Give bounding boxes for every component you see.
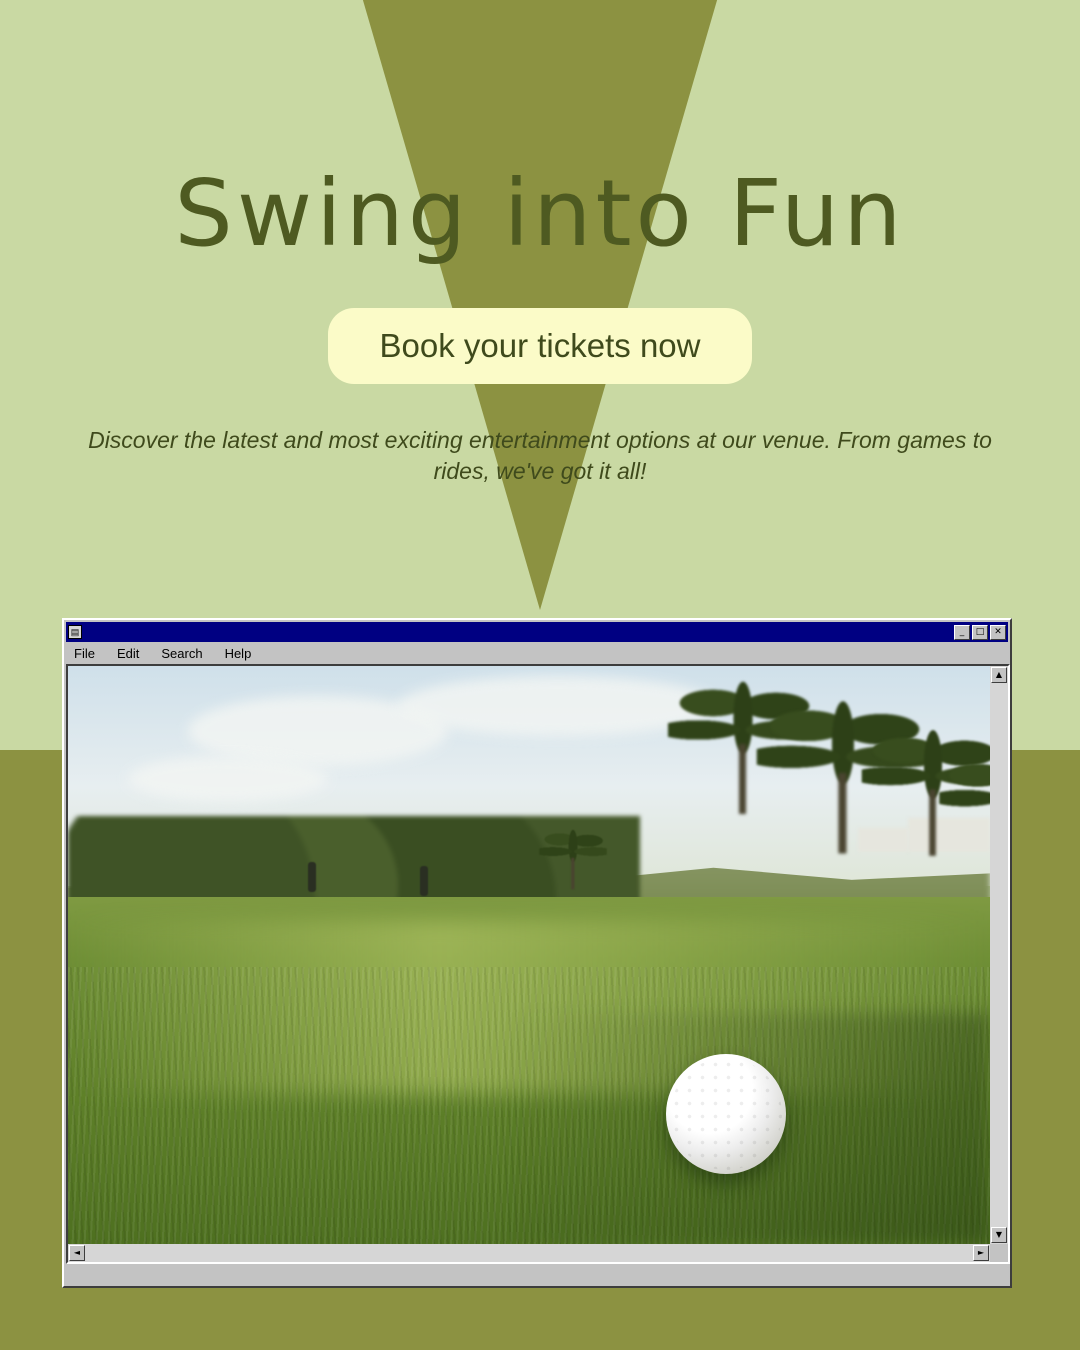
window-client-area xyxy=(66,664,1010,1264)
cta-container xyxy=(0,308,1080,384)
window-menubar xyxy=(66,642,1008,664)
menu-file[interactable]: File xyxy=(74,645,95,661)
scroll-right-button[interactable]: ► xyxy=(973,1245,989,1261)
menu-edit[interactable]: Edit xyxy=(116,645,140,661)
minimize-button[interactable]: _ xyxy=(954,625,970,640)
cloud-shape xyxy=(128,756,328,802)
horizontal-scrollbar[interactable] xyxy=(68,1244,990,1262)
golfer-figure xyxy=(308,862,316,892)
window-controls xyxy=(954,625,1006,640)
photo-viewport xyxy=(68,666,990,1244)
triangle-shape xyxy=(360,0,720,610)
scroll-down-button[interactable]: ▼ xyxy=(991,1227,1007,1243)
vertical-scrollbar[interactable] xyxy=(990,666,1008,1244)
close-button[interactable]: ✕ xyxy=(990,625,1006,640)
palm-tree xyxy=(939,752,990,880)
menu-search[interactable]: Search xyxy=(161,645,203,661)
poster-subtitle: Discover the latest and most exciting entertainment options at our venue. From games to rides, we've got it all! xyxy=(88,427,992,484)
maximize-button[interactable]: □ xyxy=(972,625,988,640)
page-title: Swing into Fun xyxy=(174,160,906,267)
book-tickets-button[interactable]: Book your tickets now xyxy=(328,308,753,384)
scrollbar-corner xyxy=(990,1244,1008,1262)
golf-course-photo xyxy=(68,666,990,1244)
menu-help[interactable]: Help xyxy=(224,645,252,661)
golfer-figure xyxy=(420,866,428,896)
document-icon: ▤ xyxy=(68,625,82,639)
palm-tree xyxy=(539,827,607,895)
scroll-up-button[interactable]: ▲ xyxy=(991,667,1007,683)
window-titlebar[interactable] xyxy=(66,622,1008,642)
scroll-left-button[interactable]: ◄ xyxy=(69,1245,85,1261)
image-viewer-window xyxy=(62,618,1012,1288)
golf-ball xyxy=(666,1054,786,1174)
